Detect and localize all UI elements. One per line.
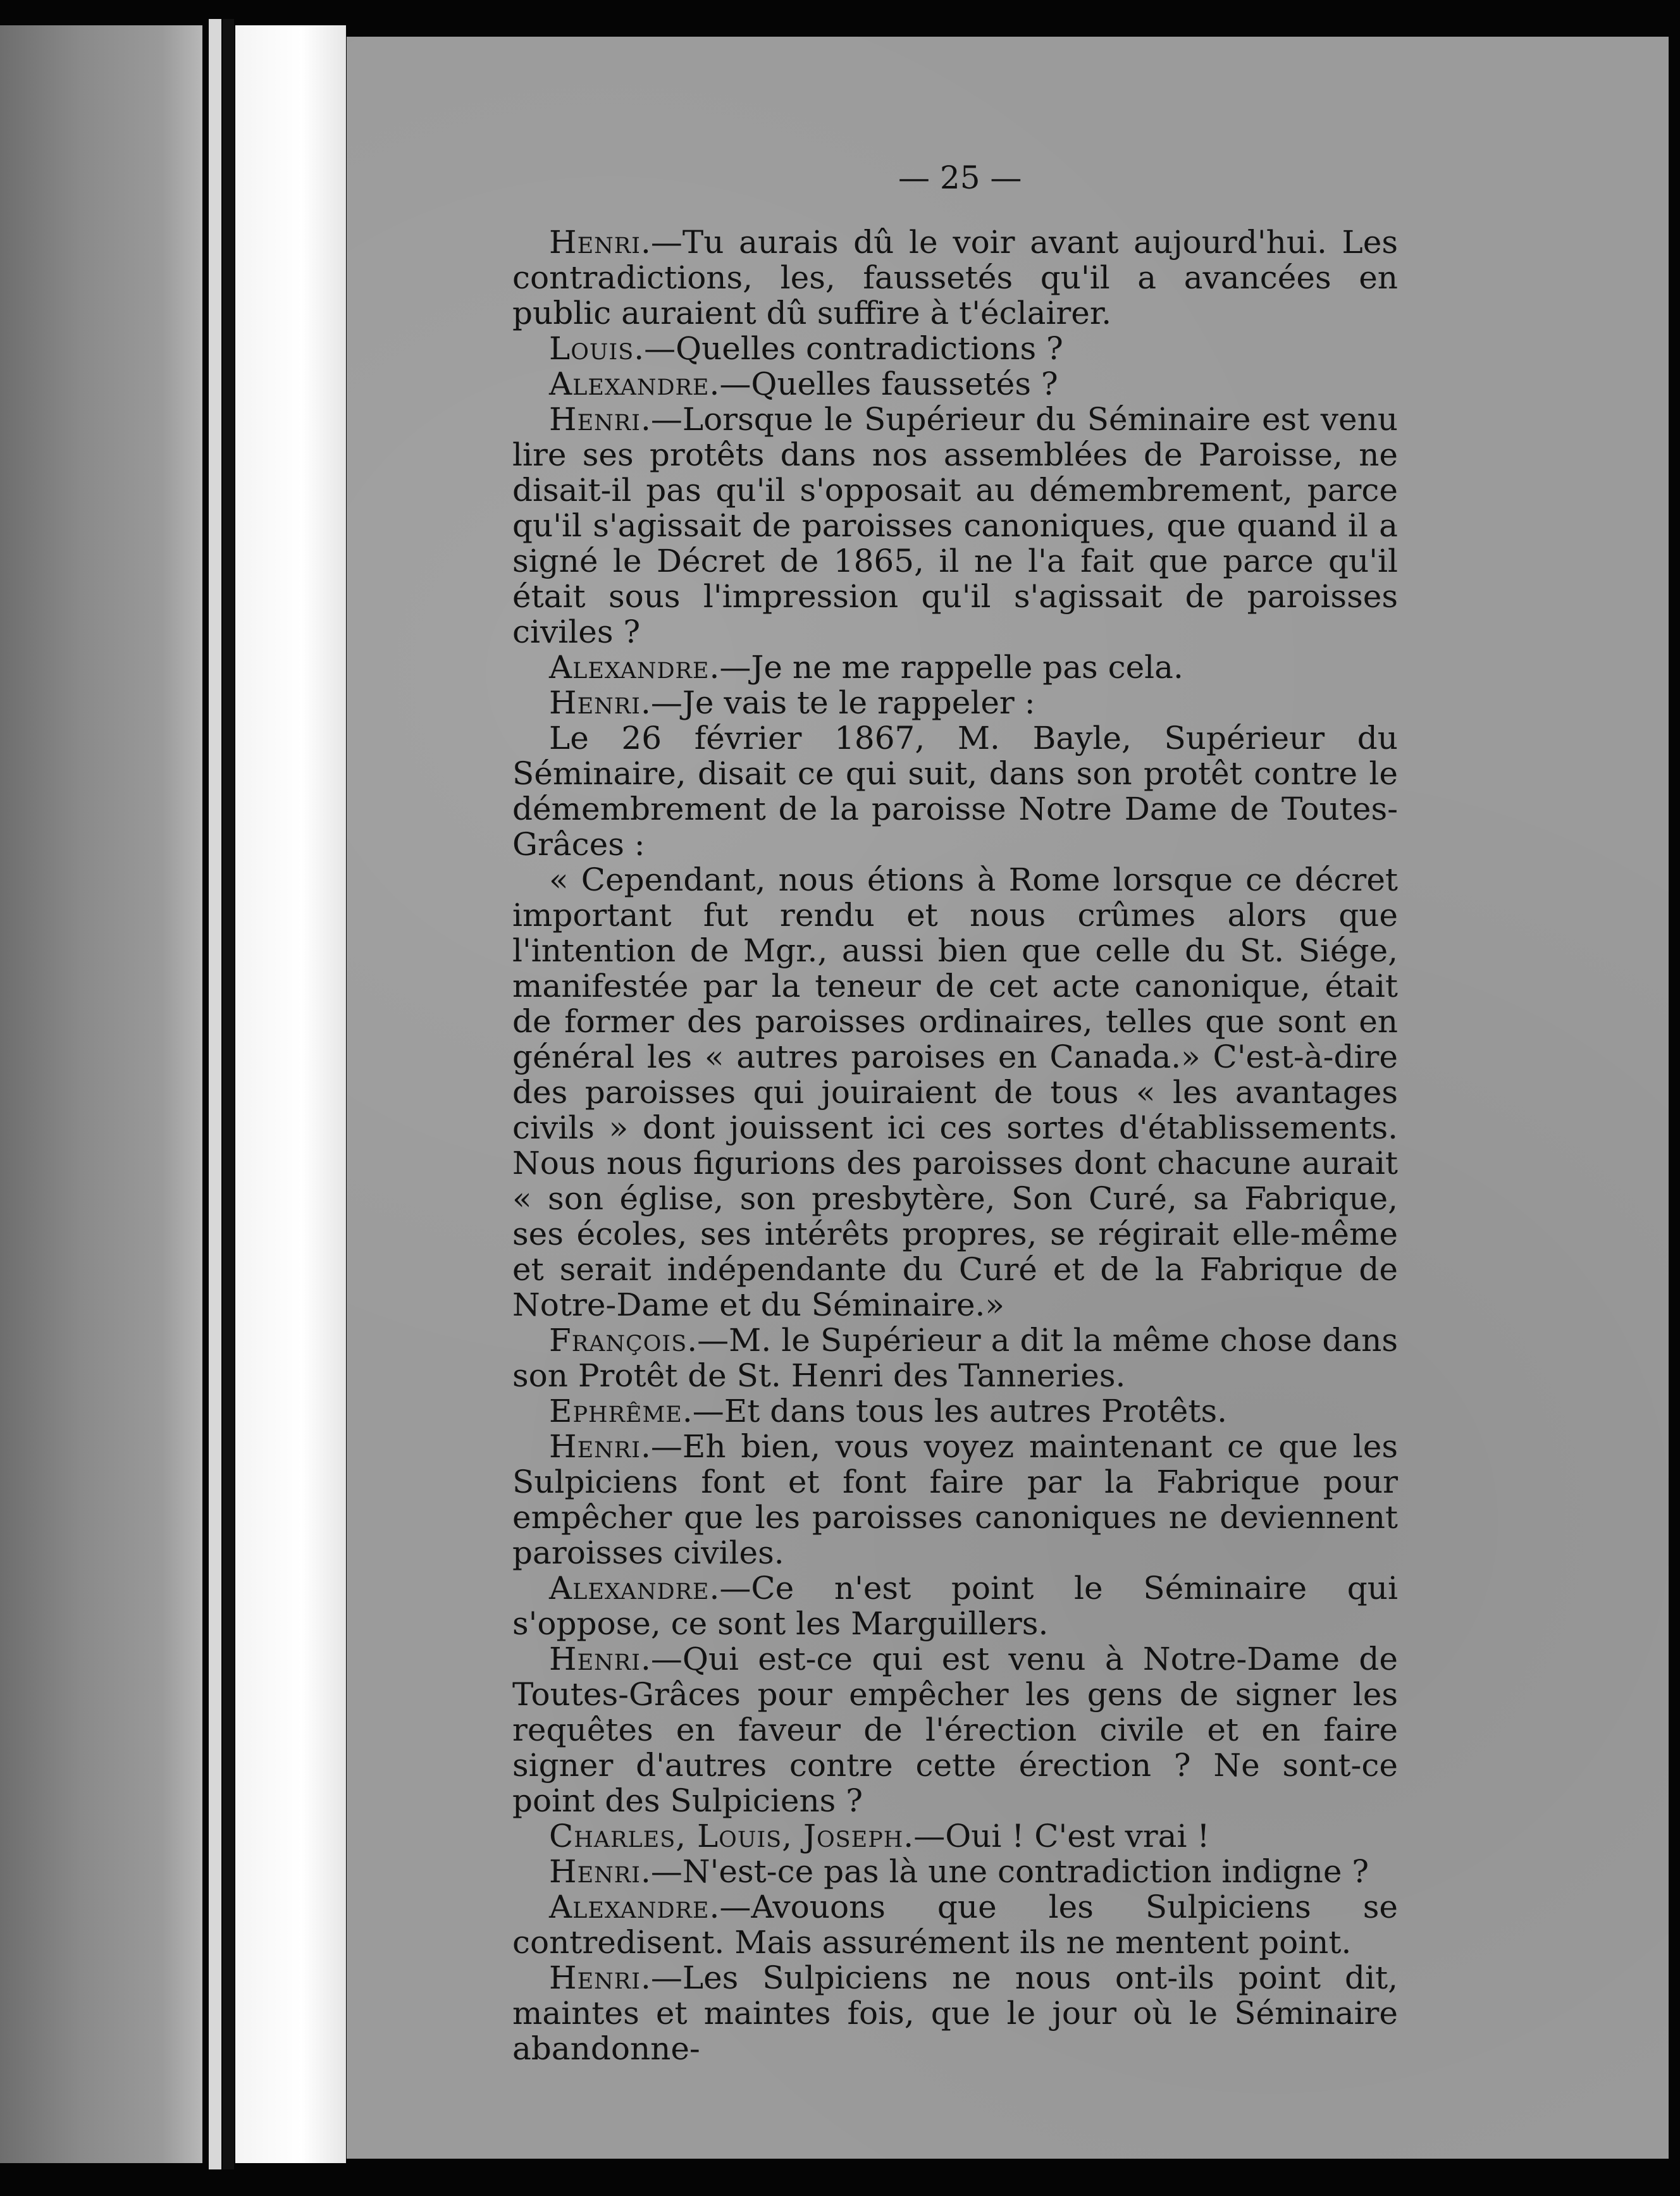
speaker-name: Louis	[549, 330, 634, 367]
paragraph-text: .—Avouons que les Sulpiciens se contredisent. Mais assurément ils ne mentent point.	[512, 1889, 1398, 1961]
paragraph-text: .—Eh bien, vous voyez maintenant ce que les Sulpiciens font et font faire par la Fabrique pour empêcher que les paroisses canoniques ne deviennent paroisses civiles.	[512, 1428, 1398, 1571]
speaker-name: Alexandre	[549, 366, 710, 402]
paragraph-text: .—M. le Supérieur a dit la même chose dans son Protêt de St. Henri des Tanneries.	[512, 1322, 1398, 1394]
paragraph-text: « Cependant, nous étions à Rome lorsque ce décret important fut rendu et nous crûmes alors que l'intention de Mgr., aussi bien que celle du St. Siége, manifestée par la teneur de cet acte canonique, était de former des paroisses ordinaires, telles que sont en général les « autres paroises en Canada.» C'est-à-dire des paroisses qui jouiraient de tous « les avantages civils » dont jouissent ici ces sortes d'établissements. Nous nous figurions des paroisses dont chacune aurait « son église, son presbytère, Son Curé, sa Fabrique, ses écoles, ses intérêts propres, se régirait elle-même et serait indépendante du Curé et de la Fabrique de Notre-Dame et du Séminaire.»	[512, 861, 1398, 1323]
paragraph	[512, 1570, 1398, 1641]
page-edge	[209, 19, 221, 2169]
paragraph	[512, 225, 1398, 331]
paragraph-text: .—Je ne me rappelle pas cela.	[709, 649, 1183, 686]
page-text	[512, 225, 1398, 2066]
paragraph-text: .—Ce n'est point le Séminaire qui s'oppose, ce sont les Marguillers.	[512, 1570, 1398, 1642]
speaker-name: Ephrême	[549, 1393, 682, 1429]
paragraph-text: .—N'est-ce pas là une contradiction indigne ?	[640, 1853, 1369, 1890]
paragraph	[512, 720, 1398, 862]
facing-page	[0, 25, 202, 2163]
paragraph	[512, 685, 1398, 720]
paragraph	[512, 1889, 1398, 1960]
paragraph-text: .—Lorsque le Supérieur du Séminaire est venu lire ses protêts dans nos assemblées de Paroisse, ne disait-il pas qu'il s'opposait au démembrement, parce qu'il s'agissait de paroisses canoniques, que quand il a signé le Décret de 1865, il ne l'a fait que parce qu'il était sous l'impression qu'il s'agissait de paroisses civiles ?	[512, 401, 1398, 650]
page-number: — 25 —	[898, 159, 1022, 196]
paragraph-text: .—Et dans tous les autres Protêts.	[682, 1393, 1228, 1429]
paragraph-text: .—Quelles contradictions ?	[634, 330, 1063, 367]
paragraph	[512, 1818, 1398, 1854]
paragraph-text: .—Qui est-ce qui est venu à Notre-Dame de Toutes-Grâces pour empêcher les gens de signer les requêtes en faveur de l'érection civile et en faire signer d'autres contre cette érection ? Ne sont-ce point des Sulpiciens ?	[512, 1641, 1398, 1819]
book-gutter	[223, 19, 234, 2169]
speaker-name: Henri	[549, 684, 641, 721]
speaker-name: Henri	[549, 224, 641, 261]
paragraph	[512, 1854, 1398, 1889]
paragraph	[512, 650, 1398, 685]
speaker-name: Alexandre	[549, 1570, 710, 1607]
speaker-name: Henri	[549, 1428, 641, 1465]
speaker-name: Henri	[549, 401, 641, 438]
paragraph-text: .—Tu aurais dû le voir avant aujourd'hui. Les contradictions, les, faussetés qu'il a avancées en public auraient dû suffire à t'éclairer.	[512, 224, 1398, 331]
speaker-name: Charles, Louis, Joseph	[549, 1818, 904, 1854]
speaker-name: Henri	[549, 1853, 641, 1890]
paragraph-text: .—Les Sulpiciens ne nous ont-ils point dit, maintes et maintes fois, que le jour où le Séminaire abandonne-	[512, 1959, 1398, 2067]
paragraph	[512, 1641, 1398, 1818]
margin-strip	[235, 25, 346, 2163]
paragraph	[512, 366, 1398, 402]
paragraph-text: .—Quelles faussetés ?	[709, 366, 1058, 402]
paragraph	[512, 402, 1398, 650]
paragraph	[512, 1960, 1398, 2066]
speaker-name: Alexandre	[549, 1889, 710, 1925]
paragraph	[512, 862, 1398, 1323]
paragraph	[512, 1393, 1398, 1429]
paragraph	[512, 1429, 1398, 1570]
paragraph-text: .—Oui ! C'est vrai !	[903, 1818, 1210, 1854]
paragraph-text: Le 26 février 1867, M. Bayle, Supérieur du Séminaire, disait ce qui suit, dans son protêt contre le démembrement de la paroisse Notre Dame de Toutes-Grâces :	[512, 720, 1398, 863]
speaker-name: Henri	[549, 1641, 641, 1677]
speaker-name: François	[549, 1322, 688, 1359]
paragraph	[512, 1323, 1398, 1393]
speaker-name: Henri	[549, 1959, 641, 1996]
paragraph-text: .—Je vais te le rappeler :	[640, 684, 1035, 721]
paragraph	[512, 331, 1398, 366]
speaker-name: Alexandre	[549, 649, 710, 686]
